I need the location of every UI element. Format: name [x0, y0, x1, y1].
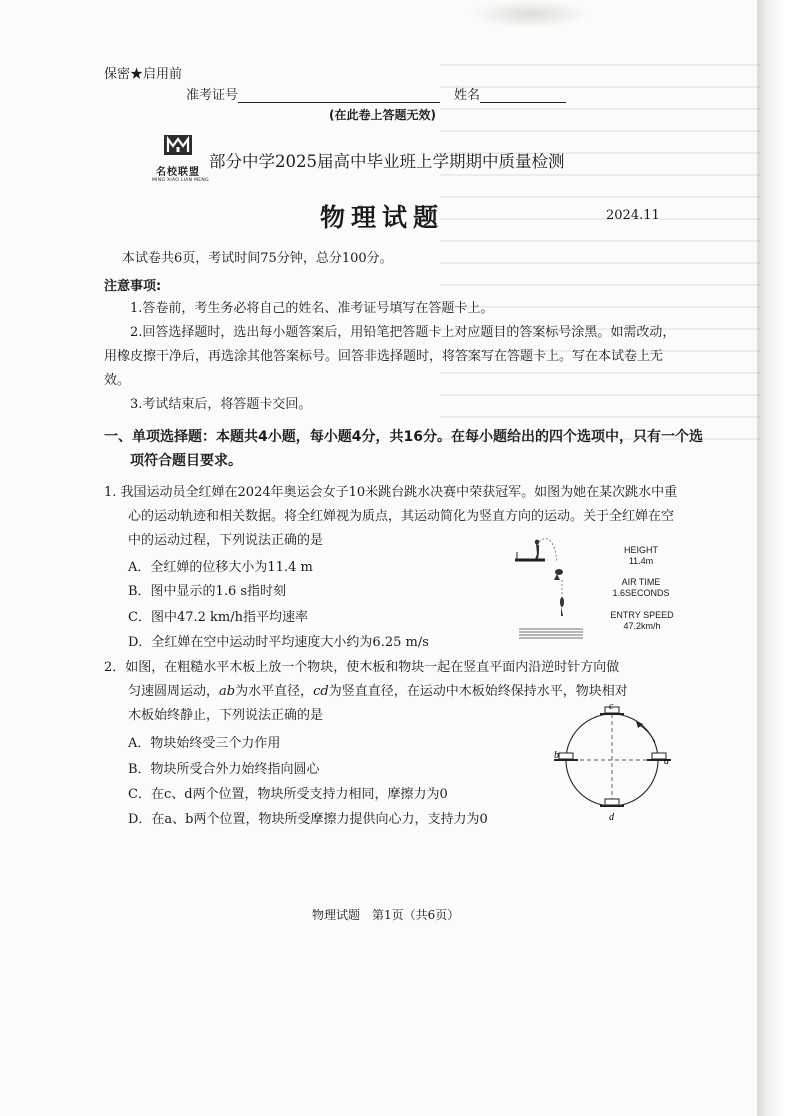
entry-speed-info — [600, 610, 684, 632]
question-2-stem-line-3: 木板始终静止，下列说法正确的是 — [128, 708, 324, 723]
question-2-option-d: D．在a、b两个位置，物块所受摩擦力提供向心力，支持力为0 — [128, 812, 488, 827]
diver-pose-1-icon — [535, 540, 539, 559]
question-1-option-a: A．全红婵的位移大小为11.4 m — [128, 560, 313, 575]
question-1-option-c: C．图中47.2 km/h指平均速率 — [128, 610, 308, 625]
water-surface-icon — [519, 629, 583, 638]
scan-smudge — [470, 0, 590, 28]
rotation-arc — [638, 724, 655, 742]
question-2-option-a: A．物块始终受三个力作用 — [128, 736, 281, 751]
height-info — [603, 545, 679, 567]
air-time-value: 1.6SECONDS — [612, 588, 670, 598]
scan-edge-shadow — [757, 0, 787, 1116]
question-1-option-d: D．全红婵在空中运动时平均速度大小约为6.25 m/s — [128, 635, 429, 650]
section-heading: 一、单项选择题：本题共4小题，每小题4分，共16分。在每小题给出的四个选项中，只有一个选项符合题目要求。 — [104, 429, 703, 469]
exam-intro: 本试卷共6页，考试时间75分钟，总分100分。 — [122, 251, 393, 266]
note-item-1: 1.答卷前，考生务必将自己的姓名、准考证号填写在答题卡上。 — [130, 301, 494, 316]
question-1-stem: 1. 我国运动员全红婵在2024年奥运会女子10米跳台跳水决赛中荣获冠军。如图为她在某次跳水中重心的运动轨迹和相关数据。将全红婵视为质点，其运动简化为竖直方向的运动。关于全红婵在空中的运动过程，下列说法正确的是 — [104, 485, 678, 548]
page-footer: 物理试题 第1页（共6页） — [312, 908, 460, 922]
logo-name: 名校联盟 — [156, 167, 200, 178]
height-value: 11.4m — [628, 556, 654, 566]
entry-speed-label: ENTRY SPEED — [610, 610, 674, 620]
entry-speed-value: 47.2km/h — [623, 621, 661, 631]
name-label: 姓名 — [454, 88, 481, 103]
exam-id-label: 准考证号 — [186, 88, 239, 103]
label-c: c — [609, 702, 614, 712]
air-time-label: AIR TIME — [621, 577, 661, 587]
logo-emblem-icon — [161, 133, 195, 157]
diving-platform-icon — [515, 552, 545, 560]
diver-pose-3-icon — [560, 597, 564, 616]
diving-trajectory-figure — [515, 532, 585, 640]
question-2-option-c: C．在c、d两个位置，物块所受支持力相同，摩擦力为0 — [128, 787, 448, 802]
exam-date: 2024.11 — [606, 208, 660, 223]
air-time-info — [601, 577, 681, 599]
candidate-info-line — [186, 84, 566, 103]
exam-id-blank[interactable] — [238, 88, 440, 103]
trajectory-path — [539, 539, 557, 562]
label-a: a — [664, 756, 669, 767]
label-b: b — [554, 750, 559, 761]
circular-motion-figure — [553, 702, 671, 826]
note-item-2: 2.回答选择题时，选出每小题答案后，用铅笔把答题卡上对应题目的答案标号涂黑。如需改动，用橡皮擦干净后，再选涂其他答案标号。回答非选择题时，将答案写在答题卡上。写在本试卷上无效。 — [104, 325, 676, 388]
note-item-3: 3.考试结束后，将答题卡交回。 — [130, 397, 312, 412]
subject-title: 物理试题 — [320, 203, 445, 232]
logo-pinyin: MING XIAO LIAN MENG — [152, 178, 209, 183]
height-label: HEIGHT — [623, 545, 658, 555]
confidential-label: 保密★启用前 — [104, 67, 183, 82]
notes-heading: 注意事项: — [104, 279, 162, 294]
invalid-note: (在此卷上答题无效) — [329, 108, 436, 122]
question-2-stem-line-2: 匀速圆周运动，ab为水平直径，cd为竖直直径，在运动中木板始终保持水平，物块相对 — [128, 684, 628, 699]
name-blank[interactable] — [480, 88, 566, 103]
diver-pose-2-icon — [554, 569, 563, 580]
label-d: d — [609, 812, 614, 823]
question-2-option-b: B．物块所受合外力始终指向圆心 — [128, 762, 320, 777]
question-1-option-b: B．图中显示的1.6 s指时刻 — [128, 584, 287, 599]
question-2-stem-line-1: 2．如图，在粗糙水平木板上放一个物块，使木板和物块一起在竖直平面内沿逆时针方向做 — [104, 660, 620, 675]
exam-title: 部分中学2025届高中毕业班上学期期中质量检测 — [209, 152, 565, 171]
question-1 — [104, 481, 684, 553]
school-alliance-logo — [152, 133, 209, 183]
